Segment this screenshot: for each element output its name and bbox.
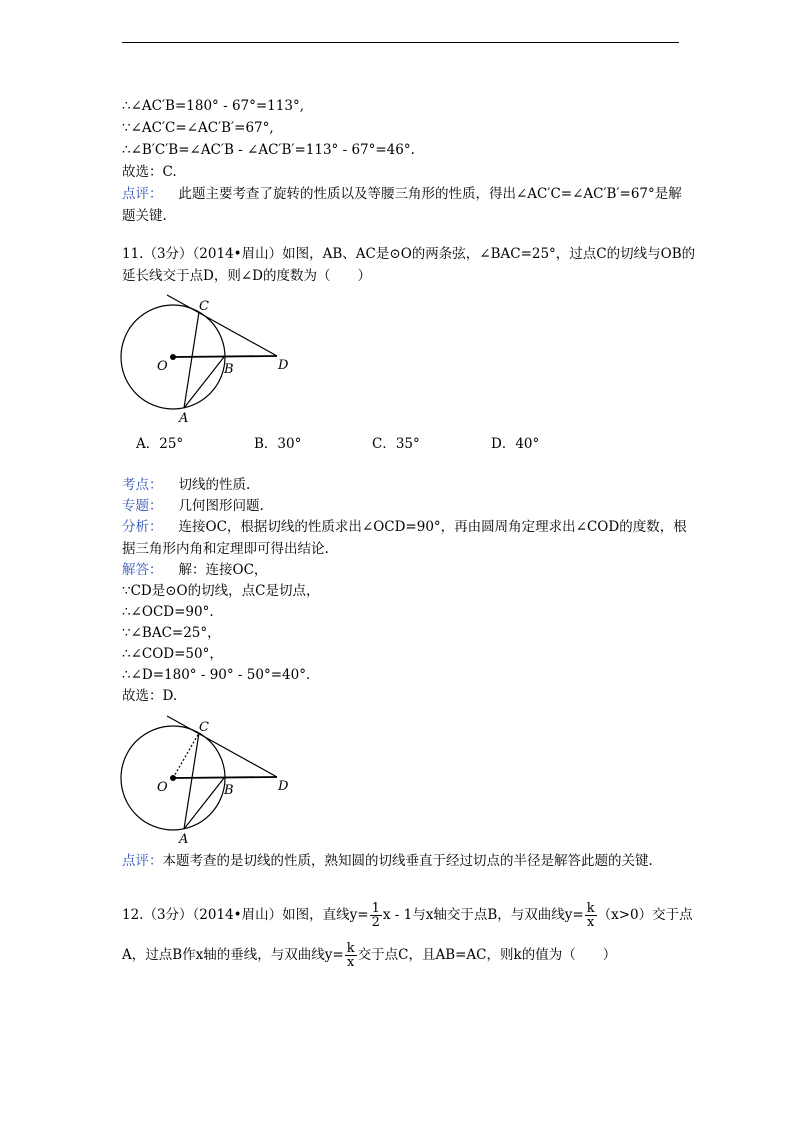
tangent-line [167, 295, 277, 356]
option-c: C．35° [372, 436, 420, 452]
prev-review-cont: 题关键. [122, 208, 167, 224]
solution-step-5: ∴∠D=180° - 90° - 50°=40°. [122, 667, 311, 683]
fraction-one-half: $\frac{1}{2}$ [371, 901, 380, 930]
center-point [170, 354, 176, 360]
zhuanti-label: 专题： [122, 498, 163, 514]
line-od [173, 777, 277, 778]
label-a: A [179, 411, 189, 426]
q11-stem-line2: 延长线交于点D，则∠D的度数为（ ） [122, 268, 371, 284]
label-d: D [278, 358, 289, 373]
prev-step-3: ∴∠B′C′B=∠AC′B - ∠AC′B′=113° - 67°=46°. [122, 142, 415, 158]
solution-step-4: ∴∠COD=50°， [122, 646, 223, 662]
prev-review [122, 185, 682, 203]
option-a: A．25° [136, 436, 184, 452]
kaodian-label: 考点： [122, 477, 163, 493]
q12-text-c: （x>0）交于点 [597, 907, 693, 923]
label-a: A [179, 832, 189, 847]
chord-ac [184, 312, 199, 408]
q12-text-d: A，过点B作x轴的垂线，与双曲线y= [122, 947, 344, 963]
solution-step-3: ∵∠BAC=25°， [122, 625, 221, 641]
prev-step-1: ∴∠AC′B=180° - 67°=113°, [122, 98, 304, 114]
review-label: 点评： [122, 186, 163, 202]
chord-ac [184, 733, 199, 829]
solution-answer: 故选：D. [122, 688, 178, 704]
jieda-row [122, 561, 267, 579]
q12-stem-line1 [122, 900, 693, 930]
q12-text-a: 12.（3分）（2014•眉山）如图，直线y= [122, 907, 369, 923]
line-od [173, 356, 277, 357]
label-d: D [278, 779, 289, 794]
jieda-text: 解：连接OC， [178, 562, 268, 578]
fraction-k-over-x: $\frac{k}{x}$ [586, 901, 595, 930]
prev-answer: 故选：C. [122, 164, 177, 180]
label-b: B [224, 783, 234, 798]
tangent-line [167, 716, 277, 777]
fenxi-label: 分析： [122, 519, 163, 535]
header-rule [122, 42, 679, 43]
label-o: O [157, 780, 168, 795]
center-point [170, 775, 176, 781]
q11-review-row [122, 852, 653, 870]
label-b: B [224, 362, 234, 377]
q12-text-b: x - 1与x轴交于点B，与双曲线y= [382, 907, 584, 923]
kaodian-row [122, 476, 250, 494]
label-c: C [199, 720, 209, 735]
review-label: 点评： [122, 853, 163, 869]
kaodian-text: 切线的性质. [178, 477, 251, 493]
jieda-label: 解答： [122, 562, 163, 578]
q11-figure [115, 292, 305, 432]
solution-step-1: ∵CD是⊙O的切线，点C是切点， [122, 583, 320, 599]
zhuanti-row [122, 497, 264, 515]
zhuanti-text: 几何图形问题. [178, 498, 264, 514]
review-text: 本题考查的是切线的性质，熟知圆的切线垂直于经过切点的半径是解答此题的关键. [162, 853, 653, 869]
prev-step-2: ∵∠AC′C=∠AC′B′=67°, [122, 120, 274, 136]
review-text: 此题主要考查了旋转的性质以及等腰三角形的性质，得出∠AC′C=∠AC′B′=67°是解 [178, 186, 682, 202]
label-o: O [157, 359, 168, 374]
fenxi-row [122, 518, 687, 536]
fenxi-cont: 据三角形内角和定理即可得出结论. [122, 541, 329, 557]
option-b: B．30° [254, 436, 302, 452]
q12-text-e: 交于点C，且AB=AC，则k的值为（ ） [357, 947, 617, 963]
q11-solution-figure [115, 713, 305, 853]
fenxi-text: 连接OC，根据切线的性质求出∠OCD=90°，再由圆周角定理求出∠COD的度数，根 [178, 519, 687, 535]
q11-stem-line1: 11.（3分）（2014•眉山）如图，AB、AC是⊙O的两条弦，∠BAC=25°，过点C的切线与OB的 [122, 246, 696, 262]
option-d: D．40° [491, 436, 540, 452]
label-c: C [199, 299, 209, 314]
fraction-k-over-x: $\frac{k}{x}$ [346, 941, 355, 970]
q12-stem-line2 [122, 940, 616, 970]
solution-step-2: ∴∠OCD=90°. [122, 604, 214, 620]
